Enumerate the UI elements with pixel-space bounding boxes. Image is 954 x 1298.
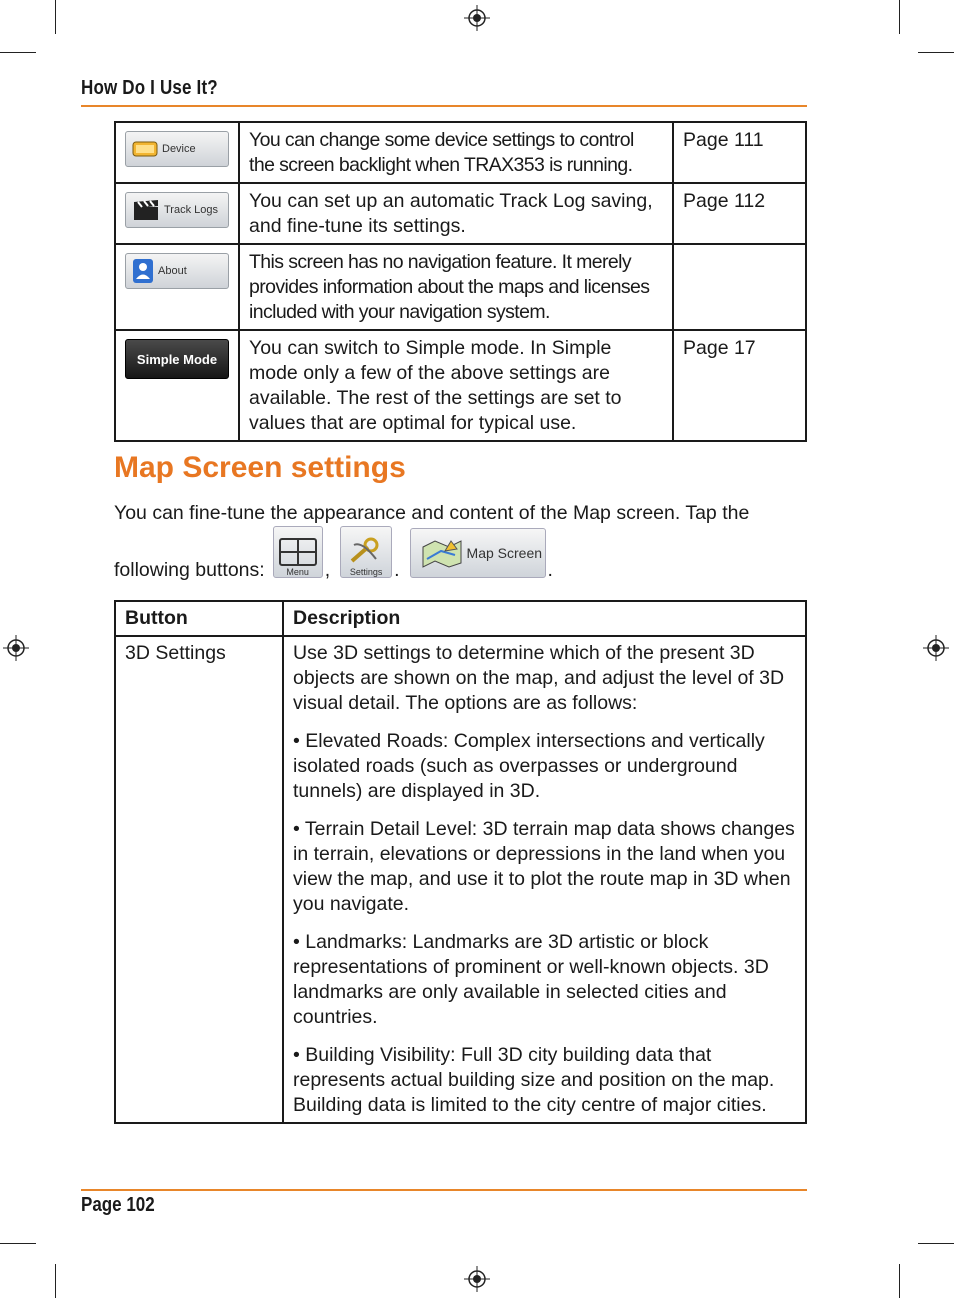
simple-mode-button-label: Simple Mode <box>136 351 218 367</box>
map-settings-table <box>114 600 807 1124</box>
page-ref: Page 111 <box>673 122 806 183</box>
running-header: How Do I Use It? <box>81 77 218 99</box>
separator: . <box>547 559 553 581</box>
separator: , <box>324 559 331 581</box>
settings-button-label: Settings <box>349 567 383 577</box>
crop-mark <box>918 52 954 53</box>
table-row <box>115 330 806 441</box>
description-paragraph: • Elevated Roads: Complex intersections and vertically isolated roads (such as overpasses or underground tunnels) are displayed in 3D. <box>293 730 765 802</box>
button-cell <box>115 330 239 441</box>
description-cell <box>283 636 806 1123</box>
registration-mark-icon <box>923 635 949 661</box>
crop-mark <box>899 0 900 34</box>
description-paragraph: • Terrain Detail Level: 3D terrain map data shows changes in terrain, elevations or depressions in the land when you view the map, and use it to plot the route map in 3D when you navigate. <box>293 818 795 915</box>
track-logs-button-label: Track Logs <box>164 203 219 216</box>
page-ref: Page 112 <box>673 183 806 244</box>
registration-mark-icon <box>464 5 490 31</box>
simple-mode-button[interactable] <box>125 339 229 379</box>
description-paragraph: Use 3D settings to determine which of the present 3D objects are shown on the map, and adjust the level of 3D visual detail. The options are as follows: <box>293 642 785 714</box>
table-row <box>115 244 806 330</box>
table-row <box>115 636 806 1123</box>
table-row <box>115 122 806 183</box>
section-title: Map Screen settings <box>114 451 406 484</box>
menu-grid-icon <box>278 537 318 567</box>
registration-mark-icon <box>3 635 29 661</box>
button-name-cell: 3D Settings <box>115 636 283 1123</box>
registration-mark-icon <box>464 1266 490 1292</box>
crop-mark <box>918 1243 954 1244</box>
page-ref <box>673 244 806 330</box>
description-cell: This screen has no navigation feature. It merely provides information about the maps and licenses included with your navigation system. <box>239 244 673 330</box>
device-icon <box>132 140 158 158</box>
description-paragraph: • Landmarks: Landmarks are 3D artistic or block representations of prominent or well-known objects. 3D landmarks are only available in selected cities and countries. <box>293 931 769 1028</box>
map-screen-button-label: Map Screen <box>466 545 543 561</box>
separator: . <box>394 559 400 581</box>
menu-button-label: Menu <box>286 567 309 577</box>
header-rule <box>81 105 807 107</box>
column-header-description: Description <box>283 601 806 636</box>
device-button-label: Device <box>162 142 196 155</box>
button-cell <box>115 183 239 244</box>
page-ref: Page 17 <box>673 330 806 441</box>
footer-rule <box>81 1189 807 1191</box>
person-info-icon <box>132 258 154 284</box>
wrench-icon <box>346 537 386 567</box>
menu-button[interactable] <box>273 526 323 578</box>
intro-continuation: following buttons: <box>114 559 265 581</box>
button-sequence <box>114 526 553 582</box>
crop-mark <box>55 0 56 34</box>
track-logs-button[interactable] <box>125 192 229 228</box>
table-row <box>115 183 806 244</box>
about-button[interactable] <box>125 253 229 289</box>
section-intro: You can fine-tune the appearance and content of the Map screen. Tap the <box>114 502 750 524</box>
crop-mark <box>0 52 36 53</box>
crop-mark <box>899 1264 900 1298</box>
description-cell: You can switch to Simple mode. In Simple mode only a few of the above settings are available. The rest of the settings are set to values that are optimal for typical use. <box>239 330 673 441</box>
column-header-button: Button <box>115 601 283 636</box>
settings-table <box>114 121 807 442</box>
description-cell: You can change some device settings to control the screen backlight when TRAX353 is running. <box>239 122 673 183</box>
about-button-label: About <box>158 264 187 277</box>
page-number: Page 102 <box>81 1194 155 1216</box>
description-paragraph: • Building Visibility: Full 3D city building data that represents actual building size and position on the map. Building data is limited to the city centre of major cities. <box>293 1044 775 1116</box>
crop-mark <box>0 1243 36 1244</box>
table-header-row <box>115 601 806 636</box>
button-cell <box>115 244 239 330</box>
clapperboard-icon <box>132 199 160 221</box>
device-button[interactable] <box>125 131 229 167</box>
settings-button[interactable] <box>340 526 392 578</box>
map-screen-button[interactable] <box>410 528 546 578</box>
crop-mark <box>55 1264 56 1298</box>
map-icon <box>421 537 463 569</box>
description-cell: You can set up an automatic Track Log saving, and fine-tune its settings. <box>239 183 673 244</box>
button-cell <box>115 122 239 183</box>
